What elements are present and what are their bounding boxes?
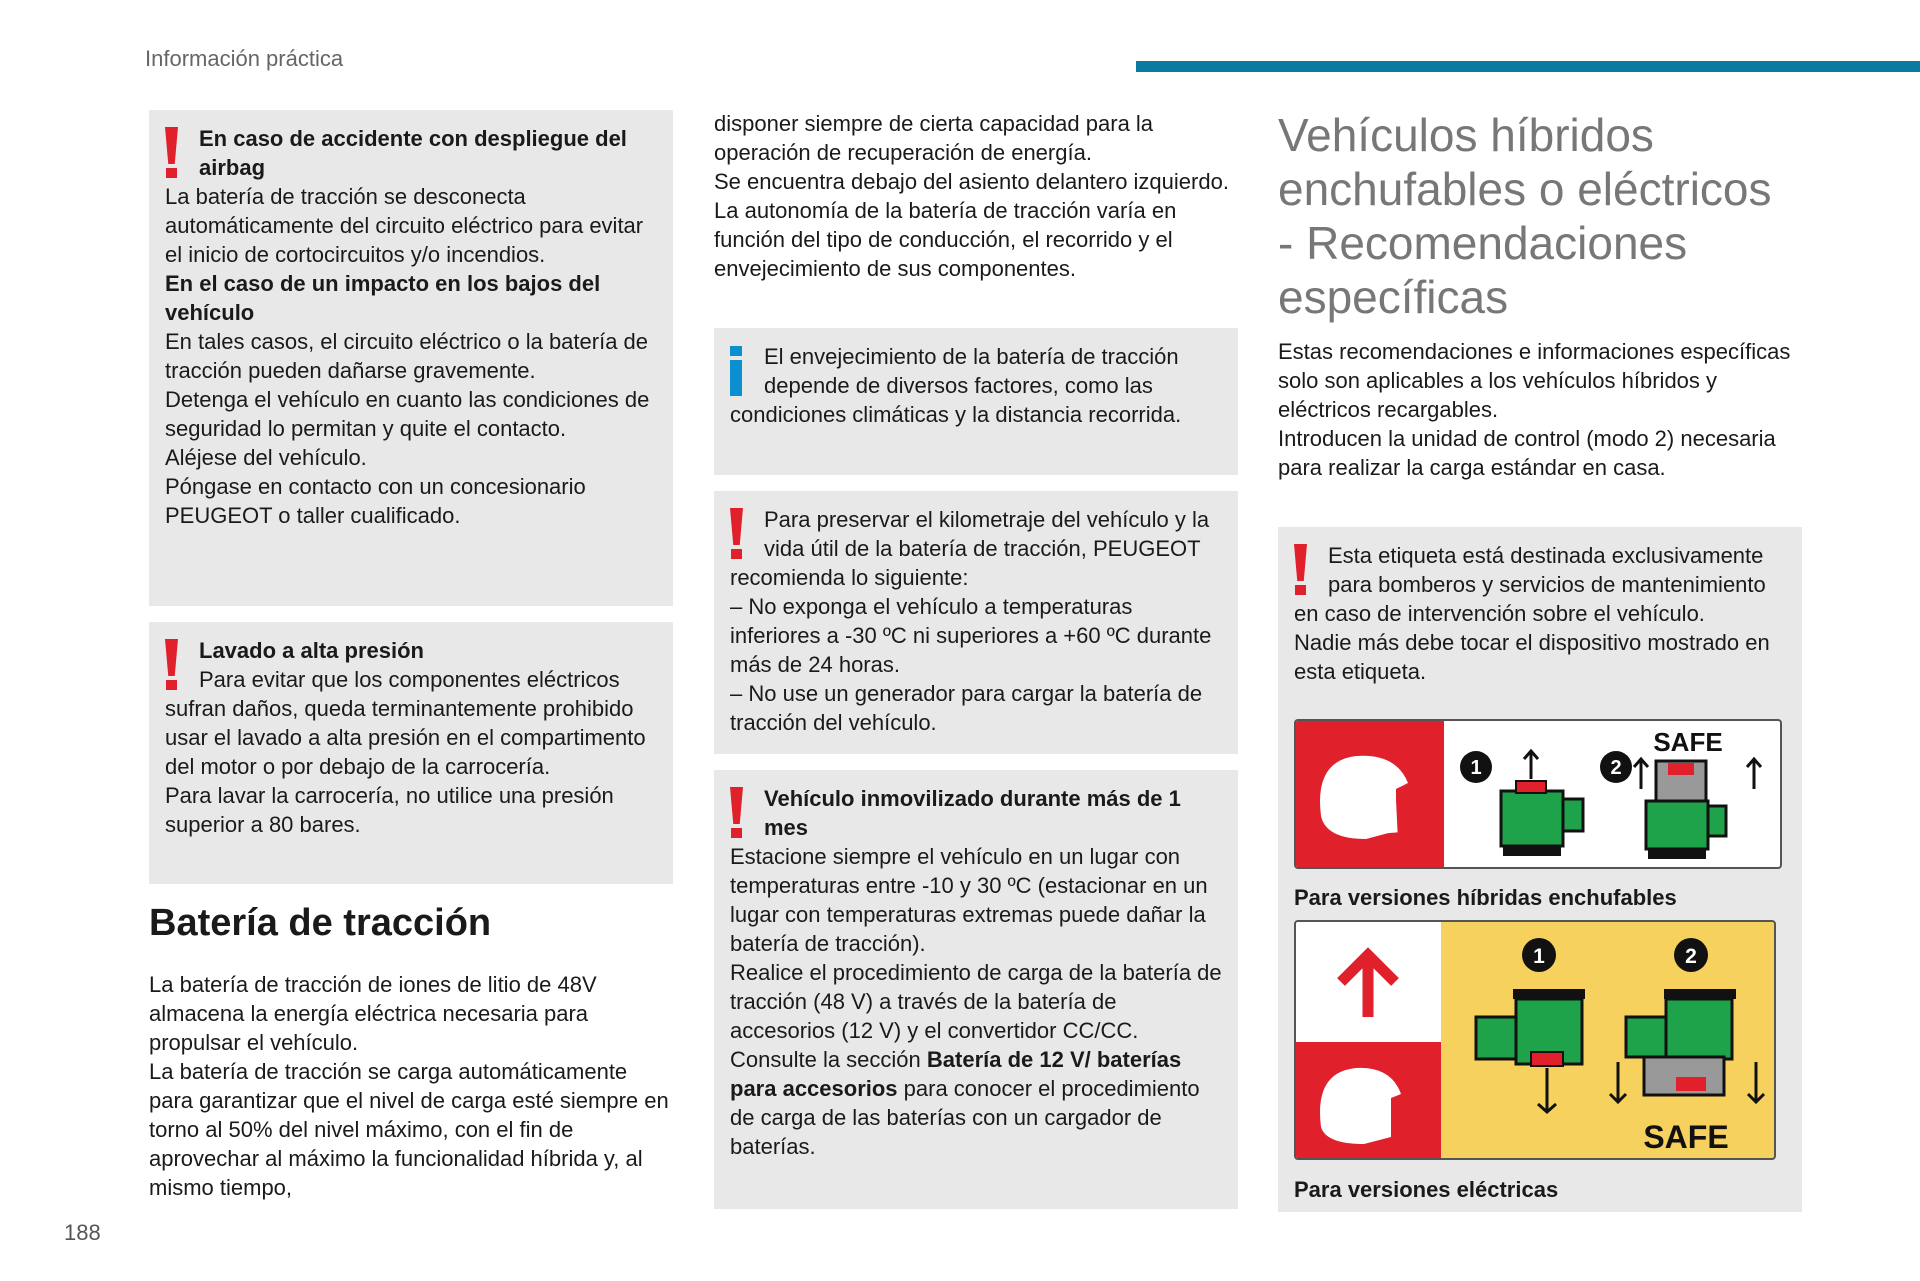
warning-text: Aléjese del vehículo. xyxy=(165,445,367,470)
info-text: El envejecimiento de la batería de tracción depende de diversos factores, como las condiciones climáticas y la distancia recorrida. xyxy=(730,344,1182,427)
paragraph: Estas recomendaciones e informaciones específicas solo son aplicables a los vehículos híbridos y eléctricos recargables. xyxy=(1278,339,1791,422)
page-title: Vehículos híbridos enchufables o eléctricos - Recomendaciones específicas xyxy=(1278,109,1772,323)
warning-text: Para evitar que los componentes eléctricos sufran daños, queda terminantemente prohibido usar el lavado a alta presión en el compartimento del motor o por debajo de la carrocería. xyxy=(165,667,646,779)
safe-text: SAFE xyxy=(1643,1119,1729,1155)
header-accent-bar xyxy=(1136,61,1920,72)
page-number: 188 xyxy=(64,1220,101,1245)
warning-title: Vehículo inmovilizado durante más de 1 mes xyxy=(764,786,1181,840)
section-header: Información práctica xyxy=(145,46,344,71)
battery-connector-safe-icon xyxy=(1634,759,1761,859)
info-box xyxy=(714,328,1238,475)
paragraph: Introducen la unidad de control (modo 2) necesaria para realizar la carga estándar en casa. xyxy=(1278,426,1776,480)
electric-safety-label xyxy=(1294,920,1776,1160)
pressure-wash-warning-box xyxy=(149,622,673,884)
section-heading: Batería de tracción xyxy=(149,902,492,944)
warning-icon xyxy=(165,636,199,694)
step-1-number: 1 xyxy=(1470,757,1482,779)
paragraph: Se encuentra debajo del asiento delantero izquierdo. xyxy=(714,169,1229,194)
paragraph: La batería de tracción se carga automáticamente para garantizar que el nivel de carga esté siempre en torno al 50% del nivel máximo, con el fin de aprovechar al máximo la funcionalidad híbrida y, al mismo tiempo, xyxy=(149,1059,669,1200)
warning-subtitle: En el caso de un impacto en los bajos del vehículo xyxy=(165,271,601,325)
battery-connector-safe-icon xyxy=(1610,989,1764,1102)
warning-text: Para lavar la carrocería, no utilice una presión superior a 80 bares. xyxy=(165,783,614,837)
firefighter-helmet-icon xyxy=(1320,756,1408,839)
paragraph: La batería de tracción de iones de litio de 48V almacena la energía eléctrica necesaria para propulsar el vehículo. xyxy=(149,972,597,1055)
airbag-warning-box xyxy=(149,110,673,606)
info-icon xyxy=(730,342,764,400)
warning-icon xyxy=(730,505,764,563)
step-1-number: 1 xyxy=(1533,945,1545,968)
safe-text: SAFE xyxy=(1653,727,1723,757)
immobilized-warning-box xyxy=(714,770,1238,1209)
warning-text: Realice el procedimiento de carga de la batería de tracción (48 V) a través de la batería de accesorios (12 V) y el convertidor CC/CC. xyxy=(730,960,1222,1043)
warning-text: Detenga el vehículo en cuanto las condiciones de seguridad lo permitan y quite el contacto. xyxy=(165,387,650,441)
warning-icon xyxy=(1294,541,1328,599)
preserve-warning-box xyxy=(714,491,1238,754)
warning-text: En tales casos, el circuito eléctrico o la batería de tracción pueden dañarse gravemente. xyxy=(165,329,649,383)
label-warning-box xyxy=(1278,527,1802,1212)
step-2-number: 2 xyxy=(1685,945,1697,968)
label-caption: Para versiones híbridas enchufables xyxy=(1294,885,1677,910)
warning-text: Nadie más debe tocar el dispositivo mostrado en esta etiqueta. xyxy=(1294,630,1770,684)
warning-text: Esta etiqueta está destinada exclusivamente para bomberos y servicios de mantenimiento en caso de intervención sobre el vehículo. xyxy=(1294,543,1766,626)
hybrid-safety-label xyxy=(1294,719,1782,869)
warning-text: Consulte la sección Batería de 12 V/ baterías para accesorios para conocer el procedimiento de carga de las baterías con un cargador de baterías. xyxy=(730,1047,1200,1159)
warning-text: Para preservar el kilometraje del vehículo y la vida útil de la batería de tracción, PEUGEOT recomienda lo siguiente: xyxy=(730,507,1210,590)
warning-title: Lavado a alta presión xyxy=(199,638,424,663)
label-caption: Para versiones eléctricas xyxy=(1294,1177,1559,1202)
battery-connector-icon xyxy=(1476,989,1585,1112)
warning-text: Estacione siempre el vehículo en un lugar con temperaturas entre -10 y 30 ºC (estacionar en un lugar con temperaturas extremas puede dañar la batería de tracción). xyxy=(730,844,1208,956)
firefighter-helmet-icon xyxy=(1320,1068,1401,1144)
step-2-number: 2 xyxy=(1610,757,1622,779)
warning-text: – No exponga el vehículo a temperaturas inferiores a -30 ºC ni superiores a +60 ºC durante más de 24 horas. xyxy=(730,594,1212,677)
warning-icon xyxy=(165,124,199,182)
battery-connector-icon xyxy=(1501,751,1583,856)
warning-text: Póngase en contacto con un concesionario PEUGEOT o taller cualificado. xyxy=(165,474,586,528)
paragraph: La autonomía de la batería de tracción varía en función del tipo de conducción, el recorrido y el envejecimiento de sus componentes. xyxy=(714,198,1177,281)
warning-icon xyxy=(730,784,764,842)
warning-text: – No use un generador para cargar la batería de tracción del vehículo. xyxy=(730,681,1203,735)
cross-reference: Batería de 12 V/ baterías para accesorios xyxy=(730,1047,1182,1101)
warning-title: En caso de accidente con despliegue del airbag xyxy=(199,126,627,180)
paragraph: disponer siempre de cierta capacidad para la operación de recuperación de energía. xyxy=(714,111,1154,165)
warning-text: La batería de tracción se desconecta automáticamente del circuito eléctrico para evitar el inicio de cortocircuitos y/o incendios. xyxy=(165,184,644,267)
